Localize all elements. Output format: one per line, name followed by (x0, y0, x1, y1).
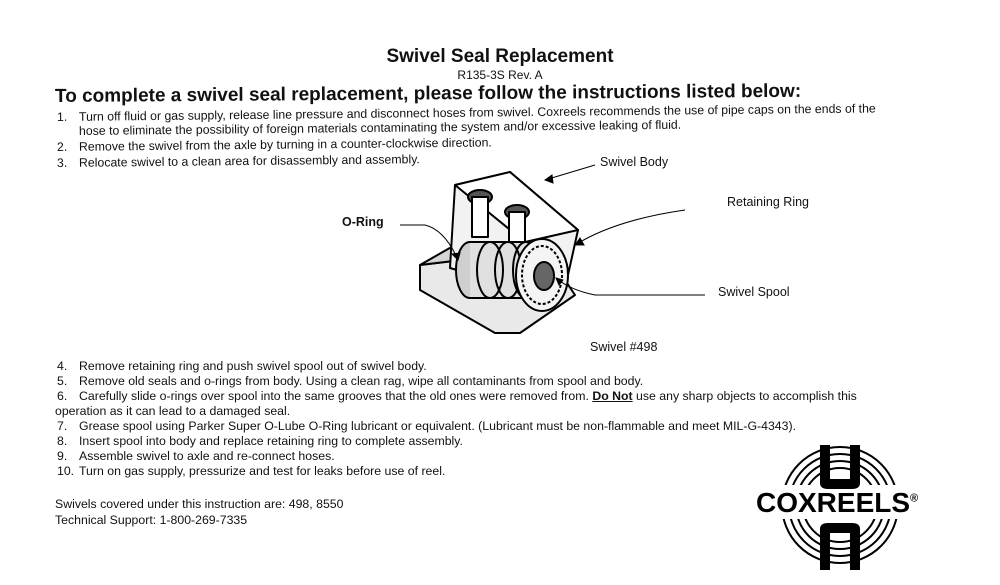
step-5 (57, 374, 643, 389)
technical-support: Technical Support: 1-800-269-7335 (55, 513, 248, 527)
instructions-heading: To complete a swivel seal replacement, please follow the instructions listed below: (54, 80, 802, 107)
emphasis-do-not: Do Not (592, 389, 633, 403)
step-text: Assemble swivel to axle and re-connect hoses. (79, 449, 335, 463)
step-number: 8. (57, 434, 68, 448)
step-number: 4. (57, 359, 68, 373)
step-6-continued (55, 404, 290, 419)
step-number: 9. (57, 449, 68, 463)
label-swivel-body: Swivel Body (600, 155, 669, 169)
step-4 (57, 359, 427, 374)
step-text: hose to eliminate the possibility of foreign materials contaminating the system and/or excessive leaking of fluid. (78, 117, 682, 138)
coxreels-logo (750, 445, 930, 570)
step-number: 1. (56, 109, 68, 124)
step-text: Relocate swivel to a clean area for disassembly and assembly. (78, 152, 420, 170)
leader-swivel-spool (556, 278, 705, 295)
step-text: Remove retaining ring and push swivel spool out of swivel body. (79, 359, 427, 373)
step-text: Turn off fluid or gas supply, release line pressure and disconnect hoses from swivel. Coxreels recommends the use of pipe caps on the ends of the (78, 101, 876, 124)
label-swivel-spool: Swivel Spool (718, 285, 790, 299)
step-9 (57, 449, 335, 464)
label-o-ring: O-Ring (342, 215, 384, 229)
covered-swivels: Swivels covered under this instruction are: 498, 8550 (55, 497, 344, 511)
revision-number: R135-3S Rev. A (457, 68, 543, 82)
step-number: 10. (57, 464, 75, 478)
diagram-caption: Swivel #498 (590, 340, 658, 354)
step-number: 7. (57, 419, 68, 433)
spool-bore (534, 262, 554, 290)
leader-retaining-ring (575, 210, 685, 245)
step-text: operation as it can lead to a damaged seal. (55, 404, 291, 418)
step-number: 6. (57, 389, 68, 403)
step-6 (57, 389, 857, 404)
step-text: Remove the swivel from the axle by turning in a counter-clockwise direction. (78, 135, 492, 154)
swivel-diagram (330, 150, 850, 365)
step-text: Carefully slide o-rings over spool into the same grooves that the old ones were removed from. (79, 389, 593, 403)
step-text: Remove old seals and o-rings from body. Using a clean rag, wipe all contaminants from spool and body. (79, 374, 644, 388)
step-text: use any sharp objects to accomplish this (632, 389, 857, 403)
step-number: 2. (56, 139, 68, 154)
step-text: Turn on gas supply, pressurize and test for leaks before use of reel. (79, 464, 446, 478)
step-number: 5. (57, 374, 68, 388)
step-10 (57, 464, 445, 479)
step-7 (57, 419, 796, 434)
step-text: Insert spool into body and replace retaining ring to complete assembly. (79, 434, 463, 448)
step-text: Grease spool using Parker Super O-Lube O-Ring lubricant or equivalent. (Lubricant must be non-flammable and meet MIL-G-4343). (79, 419, 796, 433)
step-8 (57, 434, 463, 449)
step-number: 3. (56, 155, 68, 170)
document-title: Swivel Seal Replacement (386, 46, 614, 67)
logo-wordmark: COXREELS® (756, 487, 919, 518)
label-retaining-ring: Retaining Ring (727, 195, 809, 209)
